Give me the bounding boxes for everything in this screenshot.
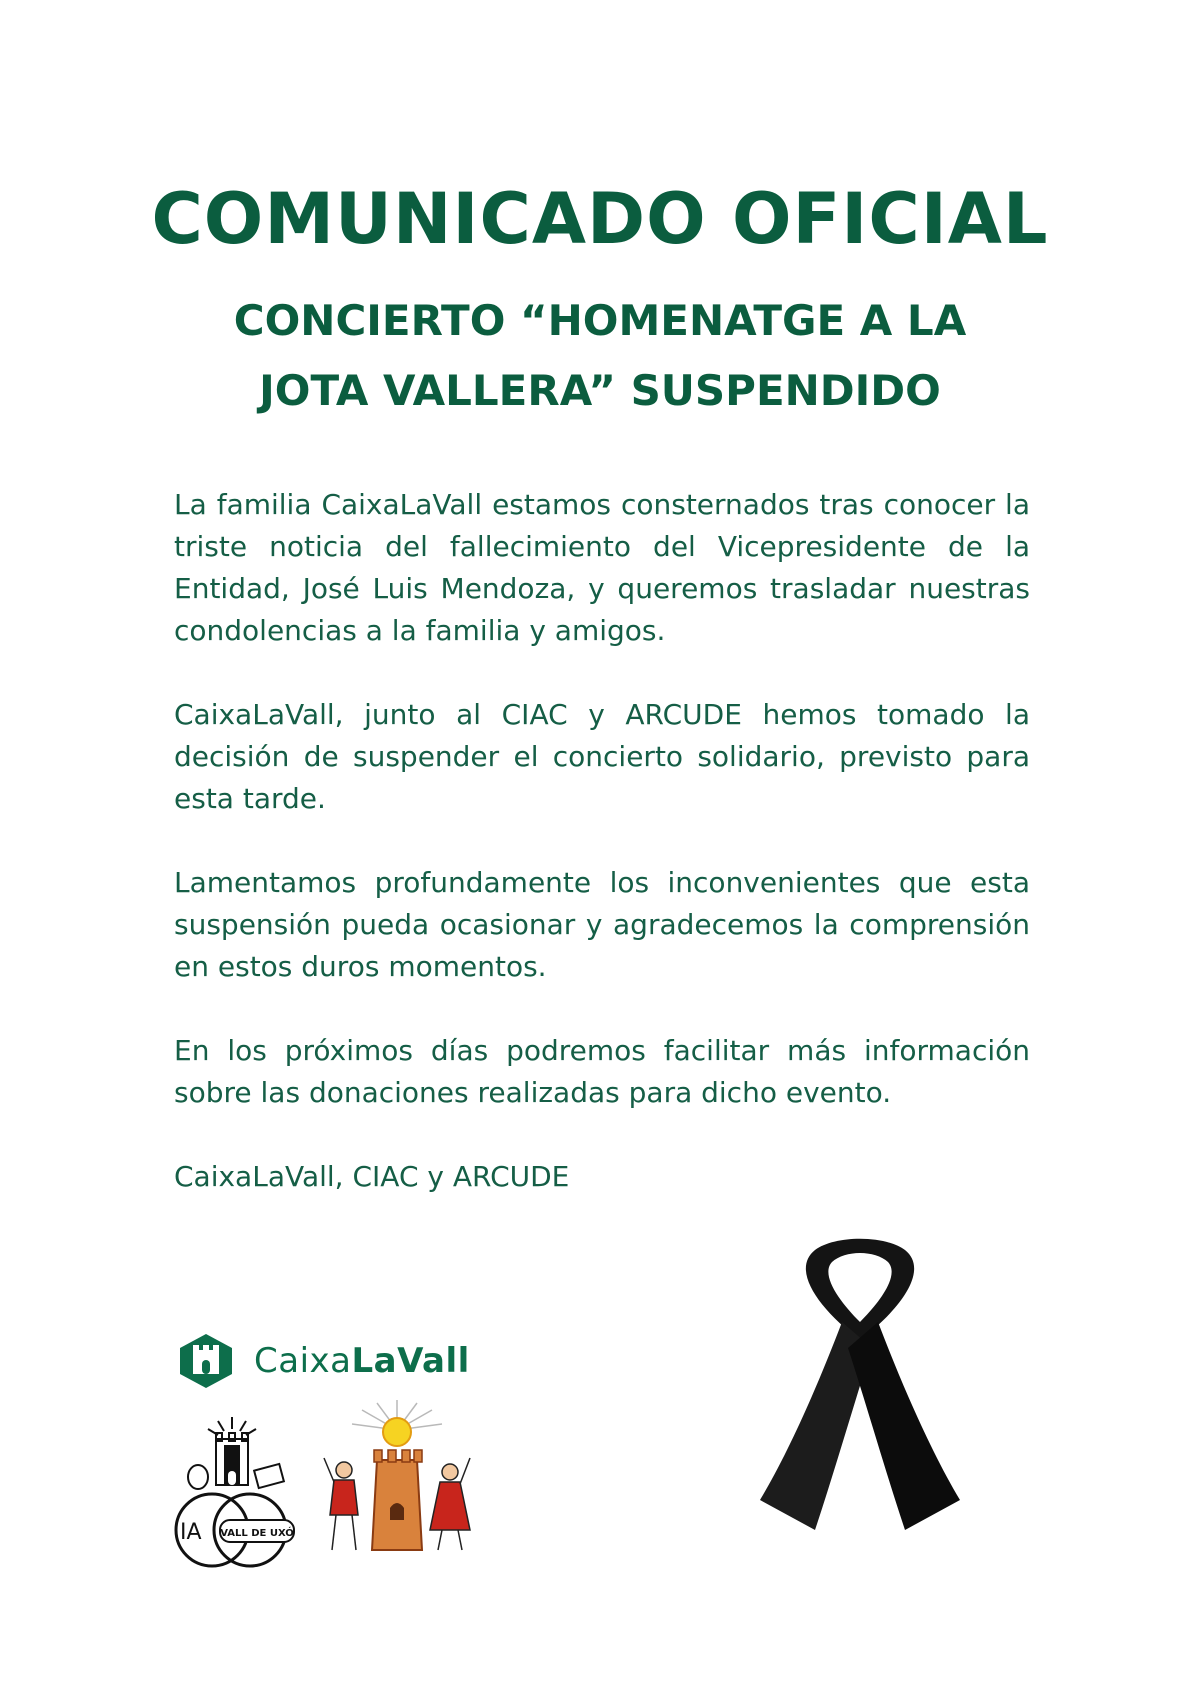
ciac-logo [170, 1415, 300, 1570]
signature: CaixaLaVall, CIAC y ARCUDE [174, 1160, 570, 1193]
statement-body [174, 484, 1030, 1240]
svg-text:IA: IA [180, 1520, 202, 1545]
paragraph-apology: Lamentamos profundamente los inconvenientes que esta suspensión pueda ocasionar y agradecemos la comprensión en estos duros momentos. [174, 866, 1030, 983]
castle-tower-icon [176, 1332, 236, 1390]
caixalavall-logo [176, 1330, 470, 1392]
svg-text:VALL DE UXÓ: VALL DE UXÓ [220, 1528, 294, 1539]
caixalavall-wordmark: CaixaLaVall [254, 1341, 470, 1381]
page-title: COMUNICADO OFICIAL [151, 178, 1049, 260]
subtitle [0, 286, 1200, 426]
subtitle-line-2: JOTA VALLERA” SUSPENDIDO [259, 366, 941, 415]
mourning-ribbon-icon [760, 1230, 960, 1530]
paragraph-donations: En los próximos días podremos facilitar más información sobre las donaciones realizadas para dicho evento. [174, 1034, 1030, 1109]
paragraph-condolences: La familia CaixaLaVall estamos consternados tras conocer la triste noticia del fallecimiento del Vicepresidente de la Entidad, José Luis Mendoza, y queremos trasladar nuestras condolencias a la familia y amigos. [174, 488, 1030, 647]
subtitle-line-1: CONCIERTO “HOMENATGE A LA [233, 296, 967, 345]
paragraph-decision: CaixaLaVall, junto al CIAC y ARCUDE hemos tomado la decisión de suspender el concierto solidario, previsto para esta tarde. [174, 698, 1030, 815]
arcude-logo [322, 1400, 472, 1570]
